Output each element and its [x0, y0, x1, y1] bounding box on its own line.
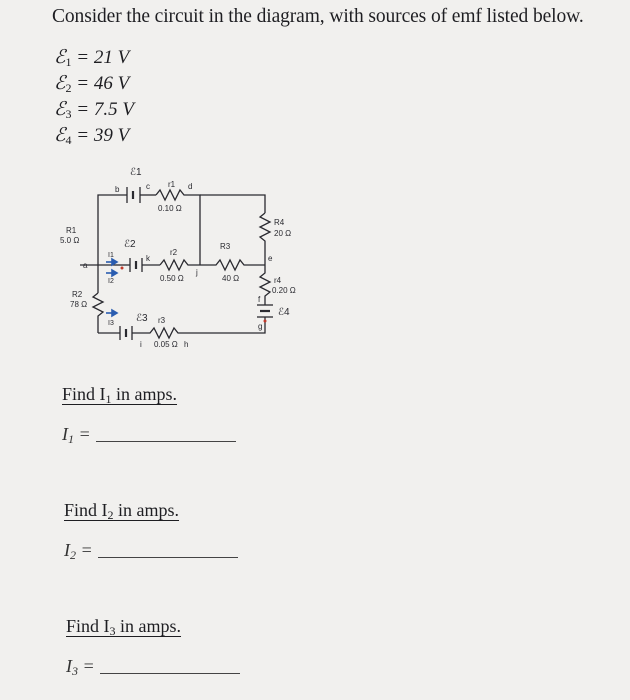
- emf-2-line: [54, 72, 129, 96]
- label-node-g: g: [258, 322, 263, 331]
- emf-2-symbol: ℰ: [54, 72, 66, 94]
- emf-3-symbol: ℰ: [54, 98, 66, 120]
- label-r-e4-value: 0.20 Ω: [272, 286, 296, 295]
- polarity-e4: [264, 320, 267, 323]
- resistor-r2: [160, 260, 200, 270]
- question-2-sub: 2: [107, 508, 114, 522]
- label-e3: ℰ3: [136, 313, 148, 324]
- question-3-sub: 3: [109, 624, 116, 638]
- emf-3-index: 3: [65, 107, 72, 121]
- label-node-a: a: [83, 261, 88, 270]
- label-e1: ℰ1: [130, 167, 142, 178]
- problem-title: Consider the circuit in the diagram, with sources of emf listed below.: [52, 6, 584, 27]
- question-2-text: Find I: [64, 500, 108, 520]
- label-i2: I2: [108, 278, 114, 285]
- answer-2-blank[interactable]: [98, 557, 238, 558]
- arrow-i1-head: [112, 259, 117, 265]
- resistor-r-e4: [260, 265, 270, 305]
- label-r4-name: R4: [274, 218, 285, 227]
- label-r-e4-name: r4: [274, 276, 282, 285]
- label-r1-name: R1: [66, 226, 77, 235]
- emf-2-value: = 46 V: [76, 73, 130, 94]
- label-i3: I3: [108, 320, 114, 327]
- arrow-i3-head: [112, 310, 117, 316]
- label-r1-value: 5.0 Ω: [60, 236, 80, 245]
- resistor-r1: [156, 190, 188, 200]
- label-node-k: k: [146, 254, 150, 263]
- label-r-e1-value: 0.10 Ω: [158, 204, 182, 213]
- emf-1-value: = 21 V: [76, 47, 130, 68]
- label-r3-value: 40 Ω: [222, 274, 240, 283]
- label-node-f: f: [258, 295, 261, 304]
- label-r-e1-name: r1: [168, 180, 176, 189]
- resistor-r3: [200, 260, 265, 270]
- label-r3-name: R3: [220, 242, 231, 251]
- emf-4-index: 4: [65, 133, 72, 147]
- label-node-e: e: [268, 254, 273, 263]
- emf-4-line: [54, 124, 129, 148]
- label-node-c: c: [146, 182, 150, 191]
- label-node-h: h: [184, 340, 189, 349]
- question-3-text: Find I: [66, 616, 110, 636]
- emf-1-symbol: ℰ: [54, 46, 66, 68]
- answer-3-sub: 3: [72, 664, 78, 678]
- answer-3-blank[interactable]: [100, 673, 240, 674]
- question-1-prompt: [62, 384, 177, 407]
- answer-1-var: I: [62, 424, 68, 444]
- emf-3-value: = 7.5 V: [76, 99, 134, 120]
- resistor-r-e3: [132, 328, 200, 338]
- label-node-b: b: [115, 185, 120, 194]
- label-r-e2-value: 0.50 Ω: [160, 274, 184, 283]
- label-r-e2-name: r2: [170, 248, 178, 257]
- label-node-j: j: [196, 268, 198, 277]
- label-r-e3-value: 0.05 Ω: [154, 340, 178, 349]
- label-r2-name: R2: [72, 290, 83, 299]
- emf-4-symbol: ℰ: [54, 124, 66, 146]
- answer-1-sub: 1: [68, 432, 74, 446]
- arrow-i2-head: [112, 270, 117, 276]
- answer-1-blank[interactable]: [96, 441, 236, 442]
- answer-1-label: [62, 424, 91, 447]
- emf-1-index: 1: [65, 55, 72, 69]
- wire-top-left: [98, 195, 127, 200]
- emf-3-line: [54, 98, 134, 122]
- label-node-d: d: [188, 182, 193, 191]
- polarity-e2: [121, 267, 124, 270]
- emf-2-index: 2: [65, 81, 72, 95]
- wire-top-right: [188, 195, 200, 207]
- answer-2-sub: 2: [70, 548, 76, 562]
- answer-3-label: [66, 656, 95, 679]
- answer-2-var: I: [64, 540, 70, 560]
- answer-2-label: [64, 540, 93, 563]
- label-r4-value: 20 Ω: [274, 229, 292, 238]
- answer-3-eq: =: [78, 656, 95, 676]
- circuit-diagram: [60, 165, 320, 370]
- question-1-sub: 1: [105, 392, 112, 406]
- question-2-prompt: [64, 500, 179, 523]
- answer-1-eq: =: [74, 424, 91, 444]
- question-3-suffix: in amps.: [115, 616, 182, 636]
- label-i1: I1: [108, 252, 114, 259]
- label-r2-value: 78 Ω: [70, 300, 88, 309]
- label-r-e3-name: r3: [158, 316, 166, 325]
- question-2-suffix: in amps.: [113, 500, 180, 520]
- question-1-suffix: in amps.: [111, 384, 178, 404]
- wire-top-to-right: [200, 195, 265, 213]
- question-1-text: Find I: [62, 384, 106, 404]
- emf-4-value: = 39 V: [76, 125, 130, 146]
- answer-3-var: I: [66, 656, 72, 676]
- label-e2: ℰ2: [124, 239, 136, 250]
- label-node-i: i: [140, 340, 142, 349]
- answer-2-eq: =: [76, 540, 93, 560]
- question-3-prompt: [66, 616, 181, 639]
- resistor-r2-left: [93, 293, 103, 333]
- emf-1-line: [54, 46, 129, 70]
- label-e4: ℰ4: [278, 307, 290, 318]
- wire-bottom-right: [200, 325, 265, 333]
